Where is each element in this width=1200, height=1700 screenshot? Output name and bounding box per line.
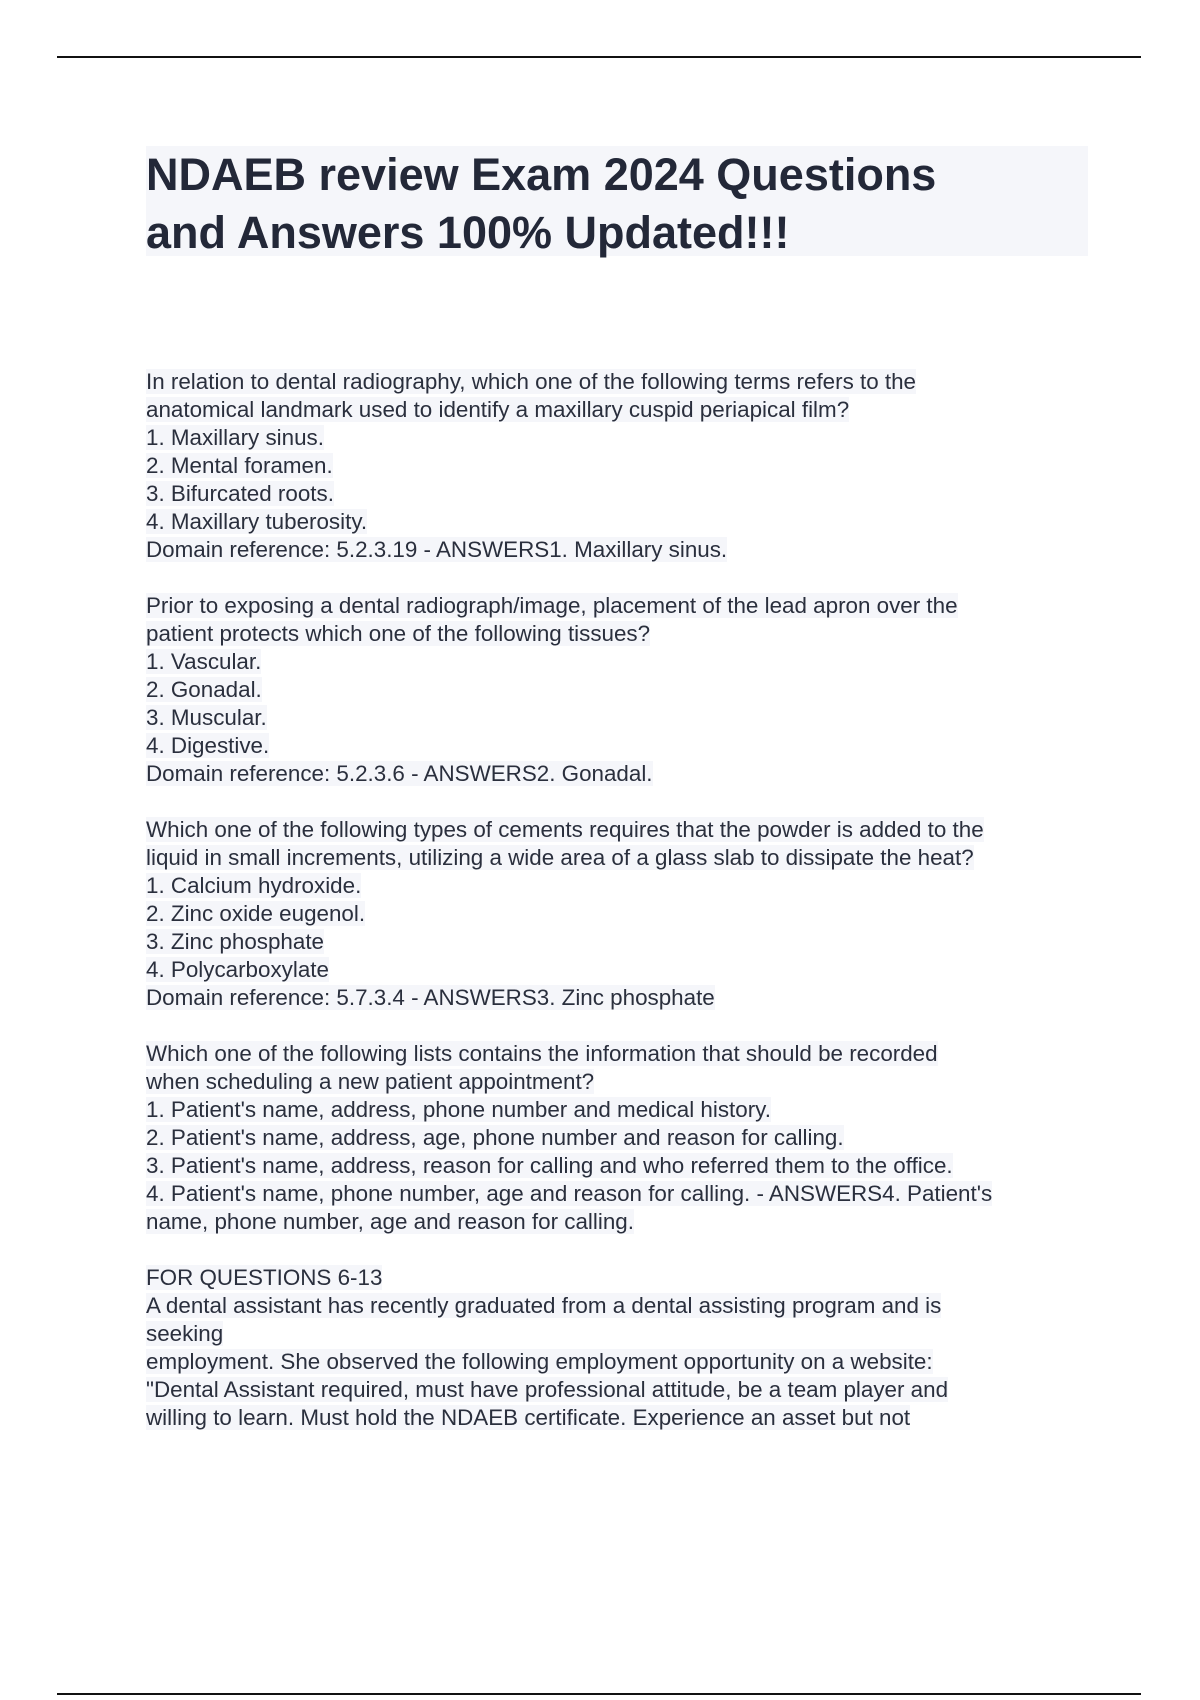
question-block-4 xyxy=(146,1040,1086,1236)
text-line: "Dental Assistant required, must have professional attitude, be a team player and xyxy=(146,1377,949,1402)
option-line: 4. Polycarboxylate xyxy=(146,957,329,982)
text-line: seeking xyxy=(146,1321,224,1346)
text-line: liquid in small increments, utilizing a wide area of a glass slab to dissipate the heat? xyxy=(146,845,974,870)
option-line: 2. Mental foramen. xyxy=(146,453,333,478)
answer-line: Domain reference: 5.2.3.19 - ANSWERS1. Maxillary sinus. xyxy=(146,537,728,562)
option-line: 4. Digestive. xyxy=(146,733,270,758)
option-line: 2. Gonadal. xyxy=(146,677,262,702)
question-block-2 xyxy=(146,592,1086,788)
text-line: Which one of the following lists contains the information that should be recorded xyxy=(146,1041,938,1066)
answer-line: name, phone number, age and reason for calling. xyxy=(146,1209,634,1234)
option-line: 3. Muscular. xyxy=(146,705,267,730)
text-line: anatomical landmark used to identify a maxillary cuspid periapical film? xyxy=(146,397,850,422)
document-body xyxy=(146,368,1086,1460)
option-line: 1. Maxillary sinus. xyxy=(146,425,324,450)
option-line: 1. Vascular. xyxy=(146,649,262,674)
text-line: when scheduling a new patient appointment? xyxy=(146,1069,595,1094)
text-line: patient protects which one of the following tissues? xyxy=(146,621,651,646)
option-line: 4. Patient's name, phone number, age and reason for calling. - ANSWERS4. Patient's xyxy=(146,1181,993,1206)
option-line: 4. Maxillary tuberosity. xyxy=(146,509,368,534)
text-line: In relation to dental radiography, which one of the following terms refers to the xyxy=(146,369,917,394)
text-line: employment. She observed the following employment opportunity on a website: xyxy=(146,1349,933,1374)
option-line: 3. Zinc phosphate xyxy=(146,929,324,954)
option-line: 1. Patient's name, address, phone number and medical history. xyxy=(146,1097,771,1122)
text-line: Which one of the following types of cements requires that the powder is added to the xyxy=(146,817,984,842)
section-heading: FOR QUESTIONS 6-13 xyxy=(146,1265,383,1290)
top-rule xyxy=(57,56,1141,58)
question-block-1 xyxy=(146,368,1086,564)
answer-line: Domain reference: 5.7.3.4 - ANSWERS3. Zinc phosphate xyxy=(146,985,715,1010)
question-block-5 xyxy=(146,1264,1086,1432)
option-line: 3. Bifurcated roots. xyxy=(146,481,334,506)
answer-line: Domain reference: 5.2.3.6 - ANSWERS2. Gonadal. xyxy=(146,761,653,786)
option-line: 1. Calcium hydroxide. xyxy=(146,873,362,898)
bottom-rule xyxy=(57,1693,1141,1695)
question-block-3 xyxy=(146,816,1086,1012)
text-line: Prior to exposing a dental radiograph/image, placement of the lead apron over the xyxy=(146,593,958,618)
title-block xyxy=(146,146,1088,256)
document-title: NDAEB review Exam 2024 Questions and Answers 100% Updated!!! xyxy=(146,149,937,258)
option-line: 2. Patient's name, address, age, phone number and reason for calling. xyxy=(146,1125,844,1150)
text-line: A dental assistant has recently graduated from a dental assisting program and is xyxy=(146,1293,942,1318)
text-line: willing to learn. Must hold the NDAEB certificate. Experience an asset but not xyxy=(146,1405,911,1430)
option-line: 3. Patient's name, address, reason for calling and who referred them to the office. xyxy=(146,1153,953,1178)
option-line: 2. Zinc oxide eugenol. xyxy=(146,901,366,926)
